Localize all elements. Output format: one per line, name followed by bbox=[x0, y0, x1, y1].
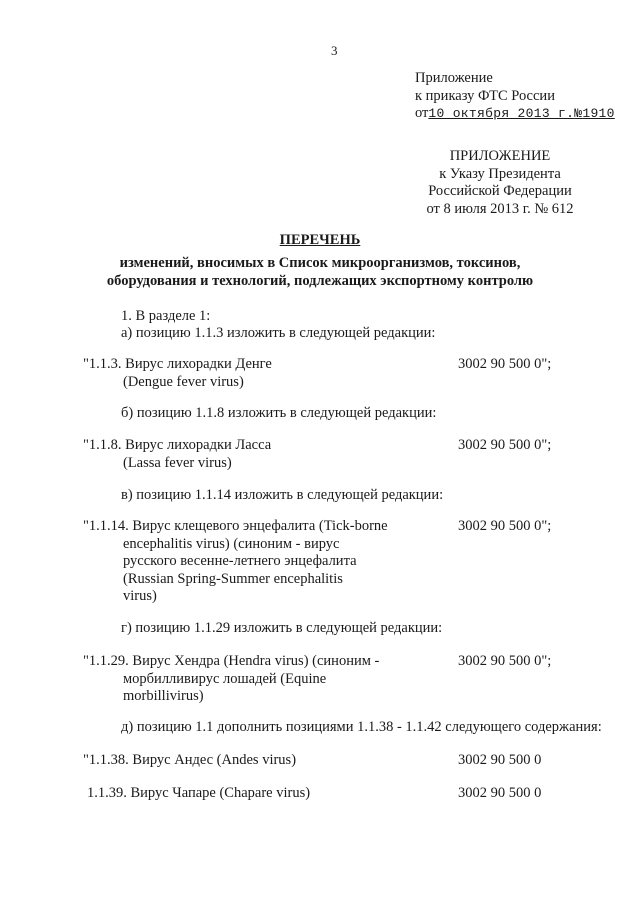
appendix-decree-line2: к Указу Президента bbox=[439, 165, 561, 182]
paragraph-a: а) позицию 1.1.3 изложить в следующей редакции: bbox=[121, 325, 436, 341]
date-value: 10 октября 2013 г. bbox=[428, 106, 575, 121]
document-title: ПЕРЕЧЕНЬ bbox=[279, 232, 361, 248]
number-sign: № bbox=[574, 106, 583, 121]
item-1-1-14 bbox=[83, 518, 388, 606]
customs-code: 3002 90 500 0"; bbox=[458, 518, 552, 534]
customs-code: 3002 90 500 0"; bbox=[458, 356, 552, 372]
paragraph-d: д) позицию 1.1 дополнить позициями 1.1.38 - 1.1.42 следующего содержания: bbox=[121, 719, 602, 735]
customs-code: 3002 90 500 0"; bbox=[458, 437, 552, 453]
order-number: 1910 bbox=[582, 106, 615, 121]
item-line: virus) bbox=[123, 588, 157, 604]
page-number: 3 bbox=[331, 43, 338, 58]
section-heading: 1. В разделе 1: bbox=[121, 308, 211, 324]
item-line: морбилливирус лошадей (Equine bbox=[123, 670, 327, 687]
paragraph-v: в) позицию 1.1.14 изложить в следующей редакции: bbox=[121, 487, 444, 503]
paragraph-g: г) позицию 1.1.29 изложить в следующей редакции: bbox=[121, 620, 443, 636]
item-line: "1.1.29. Вирус Хендра (Hendra virus) (синоним - bbox=[83, 653, 380, 669]
subtitle-line1: изменений, вносимых в Список микроорганизмов, токсинов, bbox=[119, 255, 521, 271]
date-prefix: от bbox=[415, 105, 429, 121]
item-1-1-39: 1.1.39. Вирус Чапаре (Chapare virus) bbox=[87, 785, 311, 801]
customs-code: 3002 90 500 0"; bbox=[458, 653, 552, 669]
item-1-1-38: "1.1.38. Вирус Андес (Andes virus) bbox=[83, 752, 297, 768]
item-line: (Lassa fever virus) bbox=[123, 454, 232, 471]
customs-code: 3002 90 500 0 bbox=[458, 752, 542, 768]
item-line: encephalitis virus) (синоним - вирус bbox=[123, 535, 340, 552]
item-line: "1.1.14. Вирус клещевого энцефалита (Tick-borne bbox=[83, 518, 388, 534]
appendix-order-line1: Приложение bbox=[415, 70, 493, 86]
item-1-1-8 bbox=[83, 437, 271, 472]
appendix-order-block bbox=[415, 70, 615, 123]
appendix-order-line2: к приказу ФТС России bbox=[415, 87, 555, 104]
item-line: (Dengue fever virus) bbox=[123, 373, 244, 390]
subtitle-line2: оборудования и технологий, подлежащих экспортному контролю bbox=[106, 273, 534, 289]
item-line: "1.1.3. Вирус лихорадки Денге bbox=[83, 356, 272, 372]
appendix-order-date bbox=[415, 105, 615, 123]
appendix-decree-line4: от 8 июля 2013 г. № 612 bbox=[426, 200, 574, 217]
paragraph-b: б) позицию 1.1.8 изложить в следующей редакции: bbox=[121, 405, 437, 421]
item-line: русского весенне-летнего энцефалита bbox=[123, 553, 357, 569]
item-1-1-29 bbox=[83, 653, 379, 706]
appendix-decree-block bbox=[400, 148, 600, 218]
customs-code: 3002 90 500 0 bbox=[458, 785, 542, 801]
appendix-decree-line1: ПРИЛОЖЕНИЕ bbox=[449, 148, 551, 164]
item-1-1-3 bbox=[83, 356, 272, 391]
item-line: (Russian Spring-Summer encephalitis bbox=[123, 570, 343, 587]
item-line: morbillivirus) bbox=[123, 688, 204, 704]
document-subtitle bbox=[0, 254, 640, 290]
item-line: "1.1.8. Вирус лихорадки Ласса bbox=[83, 437, 272, 453]
appendix-decree-line3: Российской Федерации bbox=[428, 183, 572, 199]
